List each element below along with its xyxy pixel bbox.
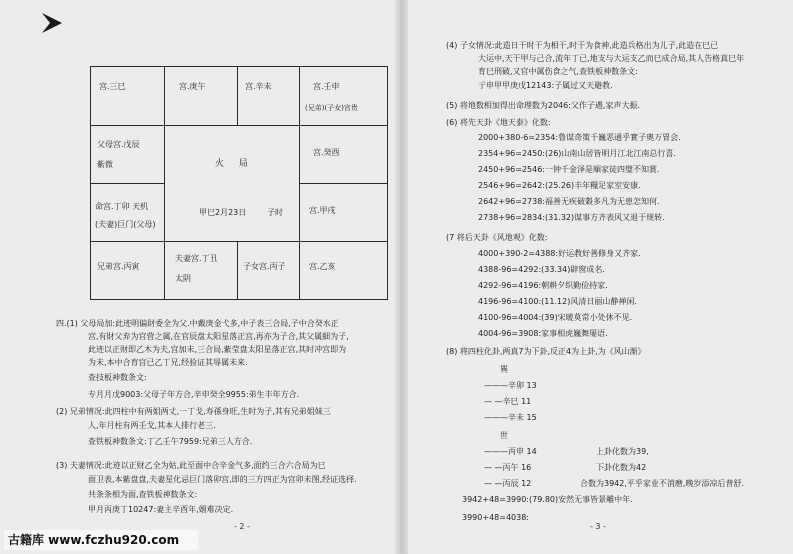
text-line: (7 将后天卦《风地观》化数: — [446, 233, 548, 242]
text-line: 4292-96=4196:朝耕夕织勤俭持家. — [478, 281, 608, 290]
text-line: 4000+390-2=4388:好运教好善修身又齐家. — [478, 249, 641, 258]
chart-cell-wei: 宫.辛未 — [245, 82, 272, 91]
text-line: 大运中,天干甲与己合,流年丁已,地支与大运支乙而巳成合局,其人告格真巳年 — [478, 54, 745, 63]
hexagram-line: — —丙辰 12 — [484, 479, 532, 488]
text-line: 查铁板神数条文:丁乙壬午7959:兄弟三人方合. — [88, 437, 253, 446]
site-watermark: 古籍库 www.fczhu920.com — [4, 530, 198, 550]
text-line: 4004-96=3908:家事相虎巍舞屡语. — [478, 329, 608, 338]
text-line: (2) 兄弟情况:此四柱中有两姐两丈,一丁戈,寿孫身旺,生时为子,其有兄弟姐妹三 — [56, 407, 331, 416]
chart-cell-xu: 宫.甲戌 — [309, 206, 336, 215]
text-line: 4196-96=4100:(11.12)风清日丽山静禅闲. — [478, 297, 637, 306]
text-line: 专月月戊9003:父母子年方合,辛申癸全9955:弟生丰年方合. — [88, 390, 300, 399]
hexagram-line: ———丙申 14 — [484, 447, 537, 456]
text-line: (4) 子女情况:此造日干时干为相干,时干为食神,此造兵格出为儿子,此造在巳已 — [446, 41, 719, 50]
chart-center-date: 甲巳2月23日 — [199, 208, 247, 217]
chart-cell-shen-sub: (兄弟)(子女)宫贵 — [305, 104, 358, 112]
text-line: 2642+96=2738:福善无疾破穀多凡为无患怎知何. — [478, 197, 660, 206]
text-line: (6) 将先天卦《地天泰》化数: — [446, 118, 551, 127]
text-line: 查技板神数条文: — [88, 373, 147, 382]
chart-center-time: 子时 — [267, 208, 283, 217]
chart-cell-chen: 父母宫.戊辰 — [97, 140, 140, 149]
chart-cell-shen: 宫.壬申 — [313, 82, 340, 91]
chart-cell-wu: 宫.庚午 — [179, 82, 206, 91]
text-line: 为未,本中合育宫已乙丁兄,经验证其辱属未来. — [88, 358, 248, 367]
upper-trigram-value: 上卦化数为39, — [596, 447, 649, 456]
hexagram-line: ———辛卯 13 — [484, 381, 537, 390]
text-line: 亍申甲甲庚戊12143:子属过又天避教. — [478, 81, 613, 90]
text-line: 面卫表,本紫盘盘,夫妻星化忌巨门落卯宫,即的三方四正为宫卯未图,经证选择. — [88, 475, 357, 484]
text-line: (3) 夫妻情况:此迹以正财乙全为姑,此至面中合辛金气多,面约三合六合局为巳 — [56, 461, 326, 470]
corner-mark-icon — [38, 10, 68, 36]
text-line: 四.(1) 父母局加:此迹明偏財委全为父.中戴庚金弋多,中子表三合局,子中合癸水正 — [56, 319, 339, 328]
right-page — [400, 0, 793, 554]
chart-cell-chen-star: 紫微 — [97, 160, 113, 169]
text-line: 4100-96=4004:(39)宋暖莫常小处休不见. — [478, 313, 633, 322]
text-line: 此迹以正财即乙木为夫,宫加未,三合局,紫莹盘太阳星落正宫,其时冲宫即为 — [88, 345, 347, 354]
text-line: 2450+96=2546:一钟千金泽是順家徒四璧不知賞. — [478, 165, 660, 174]
text-line: 人,年月柱有两壬戈,其本人排行老三. — [88, 421, 216, 430]
astrology-chart — [90, 66, 388, 300]
chart-center-title: 火 局 — [215, 159, 254, 169]
text-line: 3990+48=4038: — [462, 513, 529, 522]
text-line: (5) 将地数相加得出命理数为2046:父作子遇,家声大振. — [446, 101, 641, 110]
hexagram-upper-label: 巽 — [500, 365, 508, 374]
text-line: 4388-96=4292:(33.34)辟窗成名. — [478, 265, 605, 274]
hexagram-line: — —丙午 16 — [484, 463, 532, 472]
hexagram-lower-label: 世 — [500, 431, 508, 440]
text-line: 宫,有財父弃为官营之属,在官辰盘太阳星落正宫,再亦为子合,其父属細为子, — [88, 332, 349, 341]
text-line: 3942+48=3990:(79.80)安然无事皆景雕中年. — [462, 495, 633, 504]
text-line: 2546+96=2642:(25.26)丰年糧足家室安康. — [478, 181, 641, 190]
chart-cell-chou-star: 太阴 — [175, 274, 191, 283]
text-line: 共条条相为面,查铁板神数条文: — [88, 490, 198, 499]
text-line: 育巳刑破,又官中属伤食之气,查铁板神数条文: — [478, 67, 638, 76]
chart-cell-hai: 宫.乙亥 — [309, 262, 336, 271]
chart-cell-mao: 命宫.丁卯 天机 — [95, 202, 149, 211]
text-line: 2000+380-6=2354:鲁谋奇策千巍恶通乎實子奧万胃会. — [478, 133, 681, 142]
text-line: 2738+96=2834:(31.32)谋事方齐表风又退于规转. — [478, 213, 665, 222]
text-line: 2354+96=2450:(26)山南山居皆明月江北江南总行喜. — [478, 149, 676, 158]
page-number-right: - 3 - — [590, 522, 606, 531]
lower-trigram-value: 下卦化数为42 — [596, 463, 647, 472]
hexagram-line: — —辛巳 11 — [484, 397, 532, 406]
chart-cell-mao-sub: (夫妻)巨门(父母) — [95, 220, 156, 229]
chart-cell-chou: 夫妻宫.丁丑 — [175, 254, 218, 263]
chart-cell-you: 宫.癸酉 — [313, 148, 340, 157]
combined-value: 合数为3942,平乎家业不消磨,晚岁添凉后普舒. — [580, 479, 744, 488]
chart-cell-zi: 子女宫.丙子 — [243, 262, 286, 271]
page-number-left: - 2 - — [234, 522, 250, 531]
chart-cell-yin: 兄弟宫.丙寅 — [97, 262, 140, 271]
chart-cell-si: 宫.三巳 — [99, 82, 126, 91]
text-line: 甲月丙庚丁10247:妻主辛酉年,姻难决定. — [88, 505, 234, 514]
text-line: (8) 将四柱化卦,两真7为下卦,反正4为上卦,为《风山渐》 — [446, 347, 646, 356]
hexagram-line: ———辛未 15 — [484, 413, 537, 422]
